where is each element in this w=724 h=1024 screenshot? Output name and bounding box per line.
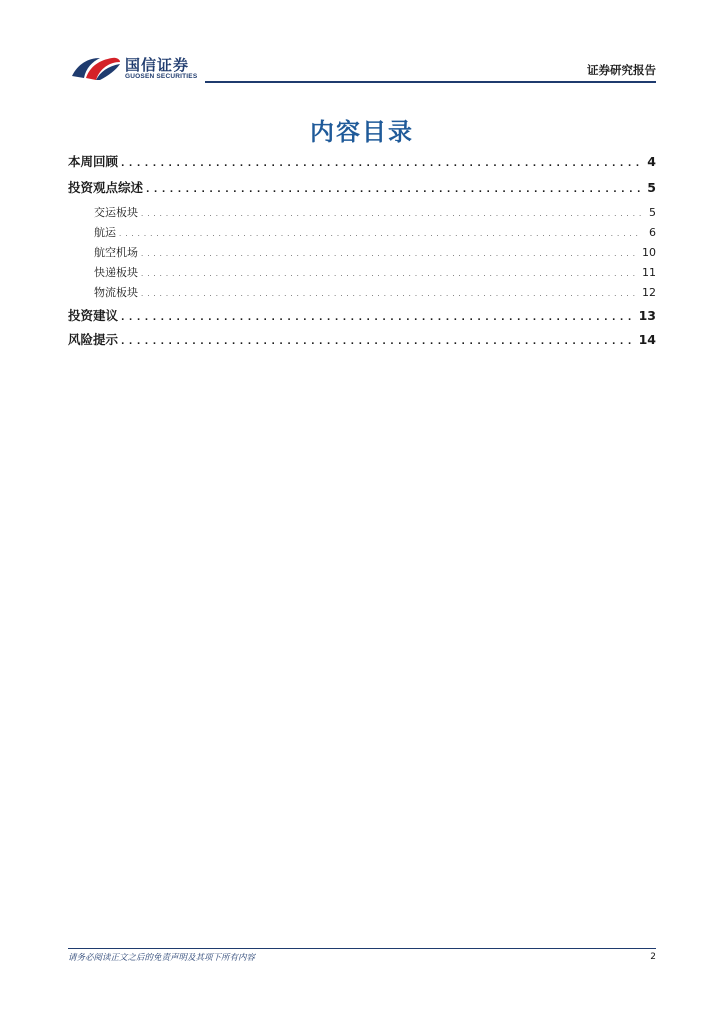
toc-entry-title: 风险提示 [68,332,119,347]
toc-entry-page: 10 [642,246,656,259]
toc-entry[interactable] [68,204,656,224]
toc-leader-dots [119,230,641,238]
toc-leader-dots [121,337,636,347]
toc-leader-dots [141,250,639,258]
header-divider [205,81,656,83]
toc-entry[interactable] [68,178,656,202]
toc-entry[interactable] [68,284,656,304]
toc-entry-page: 5 [647,180,656,195]
toc-entry-page: 4 [647,154,656,169]
report-type-label: 证券研究报告 [587,63,656,77]
toc-entry[interactable] [68,244,656,264]
toc-entry-title: 快递板块 [94,266,138,279]
page-number: 2 [650,952,656,962]
toc-entry-page: 6 [649,226,656,239]
toc-leader-dots [146,185,641,195]
toc-entry[interactable] [68,306,656,330]
toc-entry-page: 13 [638,308,656,323]
toc-entry-title: 物流板块 [94,286,138,299]
footer-disclaimer: 请务必阅读正文之后的免责声明及其项下所有内容 [68,953,256,963]
toc-entry-title: 航空机场 [94,246,138,259]
toc-entry-title: 投资观点综述 [68,180,144,195]
toc-entry-title: 本周回顾 [68,154,119,169]
toc-entry-title: 航运 [94,226,116,239]
toc-leader-dots [141,210,641,218]
toc-leader-dots [141,270,639,278]
page-header [0,0,724,90]
toc-leader-dots [141,290,639,298]
toc-entry[interactable] [68,224,656,244]
company-name-en: GUOSEN SECURITIES [125,73,198,80]
toc-entry-page: 12 [642,286,656,299]
toc-entry-page: 11 [642,266,656,279]
toc-leader-dots [121,159,641,169]
toc-entry-title: 投资建议 [68,308,119,323]
toc-leader-dots [121,313,636,323]
toc-entry[interactable] [68,264,656,284]
toc-entry[interactable] [68,152,656,176]
guosen-logo-icon [70,52,122,82]
company-name: 国信证券 [125,56,190,74]
footer-divider [68,948,656,949]
toc-entry[interactable] [68,330,656,354]
toc-entry-page: 5 [649,206,656,219]
toc-entry-page: 14 [638,332,656,347]
toc-entry-title: 交运板块 [94,206,138,219]
toc-title: 内容目录 [310,118,414,146]
